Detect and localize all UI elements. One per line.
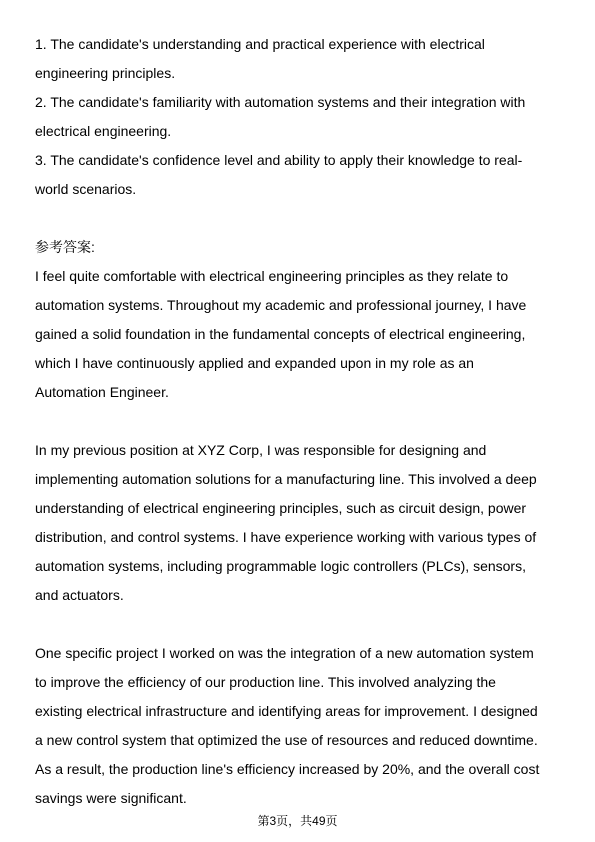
answer-heading: 参考答案: <box>35 239 95 255</box>
paragraph-line: I feel quite comfortable with electrical engineering principles as they relate to <box>35 268 509 284</box>
answer-paragraph <box>35 639 565 813</box>
paragraph-line: gained a solid foundation in the fundamental concepts of electrical engineering, <box>35 326 526 342</box>
criterion-line: electrical engineering. <box>35 123 172 139</box>
paragraph-line: savings were significant. <box>35 790 187 806</box>
criterion-line: 3. The candidate's confidence level and ability to apply their knowledge to real- <box>35 152 523 168</box>
evaluation-criteria-list <box>35 30 565 204</box>
blank-line <box>35 204 565 233</box>
page-number-footer: 第3页，共49页 <box>257 814 338 828</box>
paragraph-line: and actuators. <box>35 587 124 603</box>
paragraph-line: implementing automation solutions for a manufacturing line. This involved a deep <box>35 471 537 487</box>
answer-paragraph <box>35 262 565 407</box>
paragraph-line: existing electrical infrastructure and identifying areas for improvement. I designed <box>35 703 538 719</box>
page-content <box>35 30 565 813</box>
paragraph-line: automation systems. Throughout my academic and professional journey, I have <box>35 297 527 313</box>
criterion-line: 1. The candidate's understanding and practical experience with electrical <box>35 36 485 52</box>
paragraph-line: a new control system that optimized the use of resources and reduced downtime. <box>35 732 538 748</box>
criterion-line: engineering principles. <box>35 65 176 81</box>
blank-line <box>35 610 565 639</box>
paragraph-line: which I have continuously applied and expanded upon in my role as an <box>35 355 474 371</box>
paragraph-line: Automation Engineer. <box>35 384 169 400</box>
criterion-item <box>35 88 565 146</box>
paragraph-line: understanding of electrical engineering principles, such as circuit design, power <box>35 500 527 516</box>
paragraph-line: automation systems, including programmable logic controllers (PLCs), sensors, <box>35 558 526 574</box>
criterion-item <box>35 30 565 88</box>
paragraph-line: One specific project I worked on was the integration of a new automation system <box>35 645 534 661</box>
blank-line <box>35 407 565 436</box>
criterion-item <box>35 146 565 204</box>
paragraph-line: As a result, the production line's efficiency increased by 20%, and the overall cost <box>35 761 540 777</box>
criterion-line: world scenarios. <box>35 181 137 197</box>
criterion-line: 2. The candidate's familiarity with automation systems and their integration with <box>35 94 526 110</box>
paragraph-line: distribution, and control systems. I have experience working with various types of <box>35 529 537 545</box>
answer-paragraph <box>35 436 565 610</box>
paragraph-line: to improve the efficiency of our production line. This involved analyzing the <box>35 674 496 690</box>
paragraph-line: In my previous position at XYZ Corp, I was responsible for designing and <box>35 442 487 458</box>
